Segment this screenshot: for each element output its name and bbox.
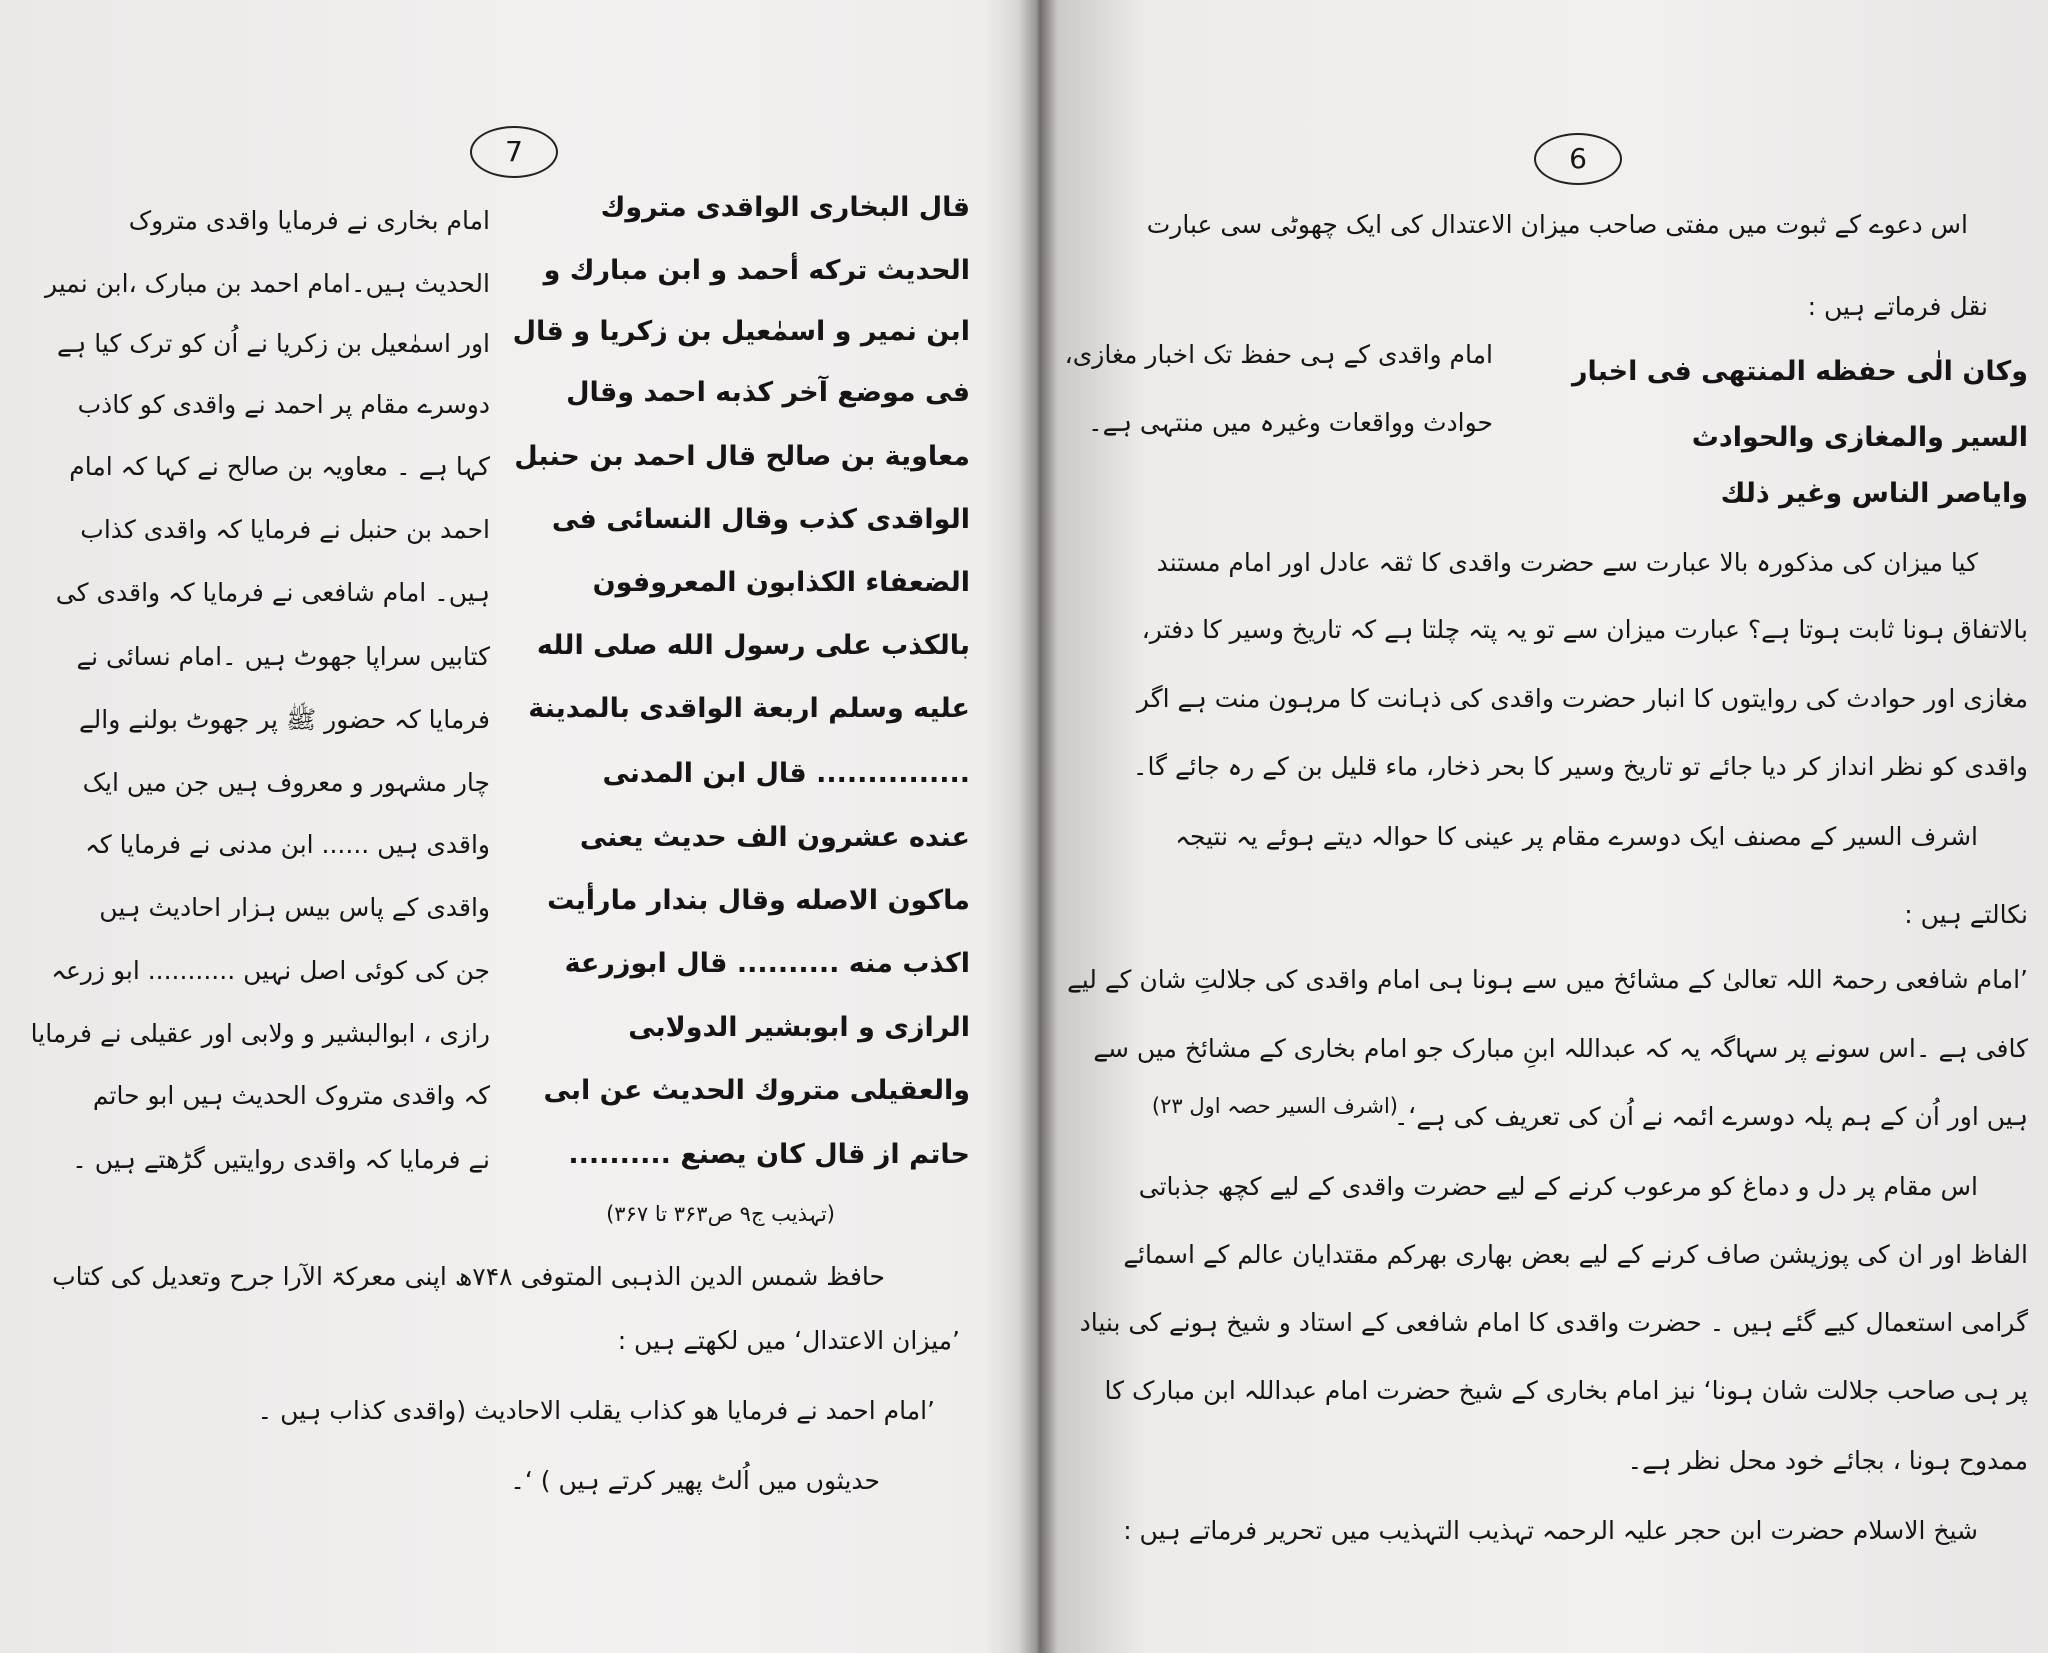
text-line: نکالتے ہیں : (1904, 900, 2028, 929)
text-line: بالاتفاق ہونا ثابت ہوتا ہے؟ عبارت میزان سے تو یہ پتہ چلتا ہے کہ تاریخ وسیر کا دفتر، (1141, 615, 2028, 644)
text-line: واقدی کو نظر انداز کر دیا جائے تو تاریخ وسیر کا بحر ذخار، ماء قلیل بن کے رہ جائے گا۔ (1132, 752, 2028, 781)
urdu-line: جن کی کوئی اصل نہیں ........... ابو زرعہ (51, 956, 490, 985)
arabic-line: الرازى و ابوبشير الدولابى (628, 1012, 970, 1043)
page-number: 7 (470, 126, 558, 178)
arabic-line: عليه وسلم اربعة الواقدى بالمدينة (528, 693, 970, 724)
arabic-line: ............... قال ابن المدنى (602, 758, 970, 789)
arabic-line: ابن نمير و اسمٰعيل بن زكريا و قال (512, 316, 970, 347)
arabic-line: والعقيلى متروك الحديث عن ابى (543, 1075, 970, 1106)
urdu-line: امام بخاری نے فرمایا واقدی متروک (128, 206, 490, 235)
arabic-line: الضعفاء الكذابون المعروفون (592, 567, 970, 598)
arabic-line: قال البخارى الواقدى متروك (600, 192, 970, 223)
text-line: کافی ہے ۔اس سونے پر سہاگہ یہ کہ عبداللہ ابنِ مبارک جو امام بخاری کے مشائخ میں سے (1093, 1034, 2028, 1063)
urdu-line: واقدی ہیں ...... ابن مدنی نے فرمایا کہ (85, 830, 490, 859)
text-line: الفاظ اور ان کی پوزیشن صاف کرنے کے لیے بعض بھاری بھرکم مقتدایان عالم کے اسمائے (1123, 1240, 2028, 1269)
arabic-line: واياصر الناس وغير ذلك (1720, 478, 2028, 509)
text-line: ممدوح ہونا ، بجائے خود محل نظر ہے۔ (1627, 1446, 2028, 1475)
urdu-line: احمد بن حنبل نے فرمایا کہ واقدی کذاب (80, 515, 490, 544)
text-line: اشرف السیر کے مصنف ایک دوسرے مقام پر عینی کا حوالہ دیتے ہوئے یہ نتیجہ (1175, 822, 1978, 851)
urdu-line: فرمایا کہ حضور ﷺ پر جھوٹ بولنے والے (79, 705, 490, 734)
urdu-line: واقدی کے پاس بیس ہزار احادیث ہیں (99, 893, 490, 922)
urdu-line: ہیں۔ امام شافعی نے فرمایا کہ واقدی کی (55, 578, 490, 607)
text-line: اس مقام پر دل و دماغ کو مرعوب کرنے کے لیے حضرت واقدی کے لیے کچھ جذباتی (1138, 1172, 1978, 1201)
text-line: پر ہی صاحب جلالت شان ہونا‘ نیز امام بخاری کے شیخ حضرت امام عبداللہ ابن مبارک کا (1104, 1376, 2028, 1405)
arabic-line: حاتم از قال كان يصنع .......... (568, 1139, 970, 1170)
page-number: 6 (1534, 133, 1622, 185)
arabic-line: عنده عشرون الف حديث يعنى (579, 822, 970, 853)
urdu-line: کتابیں سراپا جھوٹ ہیں ۔امام نسائی نے (76, 642, 490, 671)
arabic-line: الواقدى كذب وقال النسائى فى (551, 504, 970, 535)
arabic-line: فى موضع آخر كذبه احمد وقال (566, 377, 970, 408)
text-line: نقل فرماتے ہیں : (1807, 292, 1988, 321)
urdu-line: کہ واقدی متروک الحدیث ہیں ابو حاتم (92, 1081, 490, 1110)
arabic-line: وكان الٰى حفظه المنتهى فى اخبار (1571, 356, 2028, 387)
right-page (1050, 0, 2048, 1653)
arabic-line: الحديث تركه أحمد و ابن مبارك و (543, 255, 970, 286)
arabic-line: ماكون الاصله وقال بندار مارأيت (547, 885, 970, 916)
urdu-line: حوادث وواقعات وغیرہ میں منتہی ہے۔ (1088, 408, 1493, 437)
urdu-line: الحدیث ہیں۔امام احمد بن مبارک ،ابن نمیر (44, 269, 490, 298)
text-line: مغازی اور حوادث کی روایتوں کا انبار حضرت واقدی کی ذہانت کا مرہون منت ہے اگر (1136, 684, 2028, 713)
text-line: شیخ الاسلام حضرت ابن حجر علیہ الرحمہ تہذیب التہذیب میں تحریر فرماتے ہیں : (1123, 1516, 1978, 1545)
text-line: اس دعوے کے ثبوت میں مفتی صاحب میزان الاعتدال کی ایک چھوٹی سی عبارت (1146, 210, 1968, 239)
urdu-line: دوسرے مقام پر احمد نے واقدی کو کاذب (77, 390, 490, 419)
text-line: ’میزان الاعتدال‘ میں لکھتے ہیں : (617, 1326, 960, 1355)
reference-citation: (اشرف السیر حصہ اول ۲۳) (1151, 1094, 1398, 1118)
arabic-line: معاوية بن صالح قال احمد بن حنبل (514, 441, 970, 472)
urdu-line: اور اسمٰعیل بن زکریا نے اُن کو ترک کیا ہے (56, 329, 490, 358)
urdu-line: کہا ہے ۔ معاویہ بن صالح نے کہا کہ امام (69, 452, 490, 481)
arabic-line: السير والمغازى والحوادث (1691, 422, 2028, 453)
urdu-line: نے فرمایا کہ واقدی روایتیں گڑھتے ہیں ۔ (72, 1145, 490, 1174)
arabic-line: اكذب منه .......... قال ابوزرعة (564, 948, 970, 979)
text-line: حافظ شمس الدین الذہبی المتوفی ۷۴۸ھ اپنی معرکۃ الآرا جرح وتعدیل کی کتاب (52, 1262, 885, 1291)
arabic-line: بالكذب على رسول الله صلى الله (536, 630, 970, 661)
urdu-line: رازی ، ابوالبشیر و ولابی اور عقیلی نے فرمایا (30, 1019, 490, 1048)
text-line: ہیں اور اُن کے ہم پلہ دوسرے ائمہ نے اُن کی تعریف کی ہے‘۔ (1393, 1102, 2028, 1131)
urdu-line: چار مشہور و معروف ہیں جن میں ایک (82, 768, 490, 797)
text-line: گرامی استعمال کیے گئے ہیں ۔ حضرت واقدی کا امام شافعی کے استاد و شیخ ہونے کی بنیاد (1079, 1308, 2028, 1337)
text-line: حدیثوں میں اُلٹ پھیر کرتے ہیں ) ‘۔ (510, 1466, 880, 1495)
urdu-line: امام واقدی کے ہی حفظ تک اخبار مغازی، (1064, 340, 1493, 369)
text-line: ’امام شافعی رحمۃ اللہ تعالیٰ کے مشائخ میں سے ہونا ہی امام واقدی کی جلالتِ شان کے لیے (1067, 965, 2028, 994)
reference-citation: (تہذیب ج۹ ص۳۶۳ تا ۳۶۷) (606, 1202, 835, 1226)
text-line: ’امام احمد نے فرمایا هو كذاب يقلب الاحاديث (واقدی کذاب ہیں ۔ (257, 1396, 935, 1425)
text-line: کیا میزان کی مذکورہ بالا عبارت سے حضرت واقدی کا ثقہ عادل اور امام مستند (1156, 548, 1978, 577)
